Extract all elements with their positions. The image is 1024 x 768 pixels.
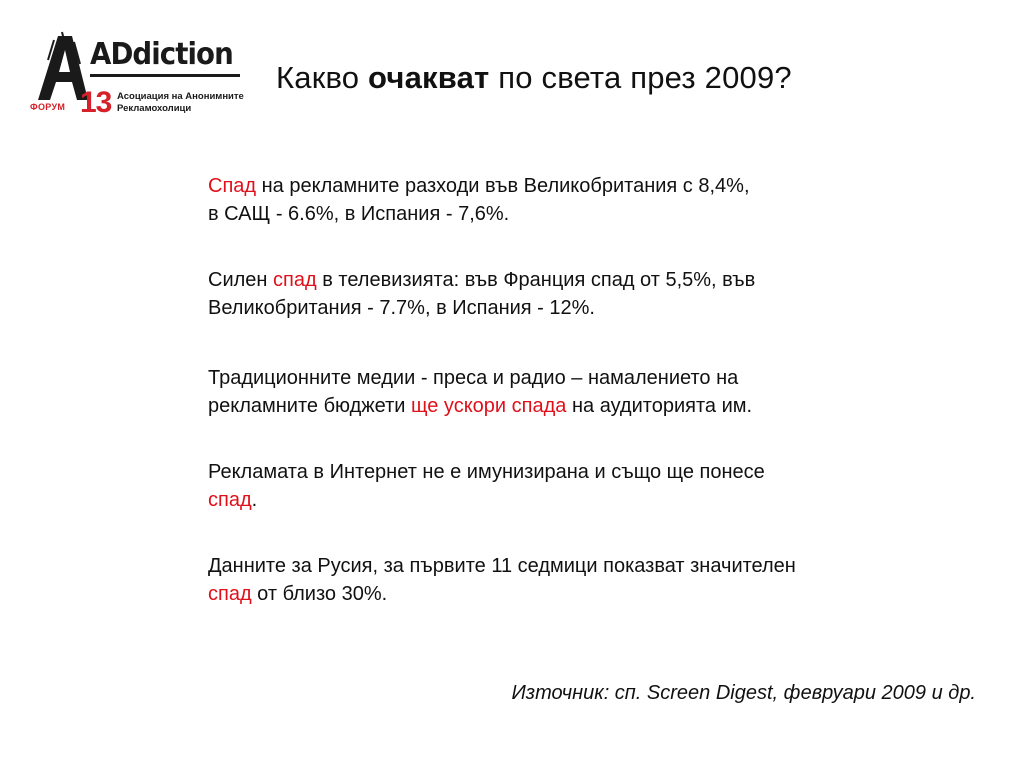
- text-span: Силен: [208, 269, 274, 291]
- paragraph-1-line-1: [208, 172, 750, 200]
- highlight-decline: спад: [273, 269, 317, 291]
- text-span: рекламните бюджети: [208, 395, 412, 417]
- title-after: по света през 2009?: [489, 60, 792, 95]
- logo-forum-label: ФОРУМ: [30, 102, 66, 112]
- paragraph-4-line-2: [208, 486, 765, 514]
- paragraph-1: [208, 172, 750, 228]
- text-span: от близо 30%.: [251, 583, 388, 605]
- paragraph-3-line-2: [208, 392, 752, 420]
- paragraph-4-line-1: Рекламата в Интернет не е имунизирана и също ще понесе: [208, 461, 765, 483]
- paragraph-5-line-1: Данните за Русия, за първите 11 седмици показват значителен: [208, 555, 796, 577]
- logo-association-line1: Асоциация на Анонимните: [117, 91, 244, 102]
- logo-number: 13: [80, 86, 112, 119]
- paragraph-3: [208, 364, 752, 420]
- highlight-accelerate: ще ускори спада: [411, 395, 567, 417]
- paragraph-5: [208, 552, 796, 608]
- paragraph-3-line-1: Традиционните медии - преса и радио – намалението на: [208, 367, 739, 389]
- paragraph-2-line-1: [208, 266, 755, 294]
- paragraph-2-line-2: Великобритания - 7.7%, в Испания - 12%.: [208, 297, 595, 319]
- title-bold: очакват: [368, 60, 490, 95]
- highlight-decline: спад: [208, 583, 252, 605]
- slide-title: [276, 60, 792, 96]
- text-span: в телевизията: във Франция спад от 5,5%, във: [316, 269, 756, 291]
- text-span: .: [251, 489, 258, 511]
- text-span: на рекламните разходи във Великобритания с 8,4%,: [256, 175, 750, 197]
- paragraph-2: [208, 266, 755, 322]
- highlight-decline: Спад: [208, 175, 257, 197]
- addiction-logo: [28, 30, 248, 125]
- paragraph-1-line-2: в САЩ - 6.6%, в Испания - 7,6%.: [208, 203, 510, 225]
- source-note: Източник: сп. Screen Digest, февруари 2009 и др.: [511, 682, 976, 704]
- highlight-decline: спад: [208, 489, 252, 511]
- text-span: на аудиторията им.: [566, 395, 753, 417]
- title-before: Какво: [276, 60, 369, 95]
- paragraph-5-line-2: [208, 580, 796, 608]
- paragraph-4: [208, 458, 765, 514]
- logo-association: [117, 91, 244, 115]
- logo-association-line2: Рекламохолици: [117, 103, 192, 114]
- logo-wordmark: ADdiction: [90, 37, 233, 72]
